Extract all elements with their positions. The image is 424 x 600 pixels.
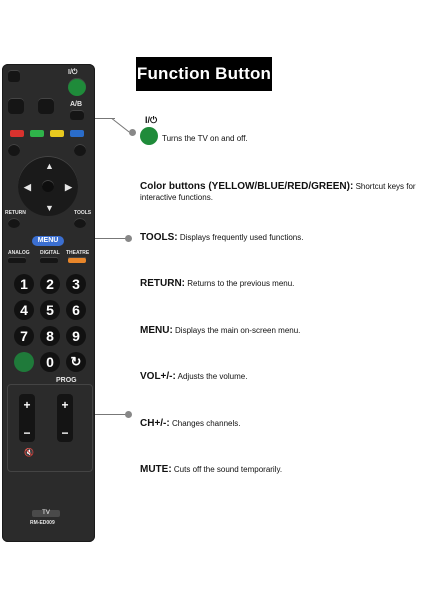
return-label: RETURN [5,210,26,216]
color-text: Shortcut keys for interactive functions. [140,182,416,202]
return-desc [140,278,294,289]
number-button[interactable]: 6 [66,300,86,320]
standby-label: I/⏻ [68,69,78,76]
tools-desc [140,232,303,243]
teletext-button[interactable] [8,98,24,114]
picture-button[interactable] [38,98,54,114]
vol-desc [140,371,247,382]
tools-title: TOOLS: [140,232,178,243]
connector-dot [125,411,132,418]
dpad-down-icon: ▼ [45,203,54,213]
number-button[interactable]: 7 [14,326,34,346]
number-button[interactable]: 8 [40,326,60,346]
return-text: Returns to the previous menu. [187,279,295,288]
ch-text: Changes channels. [171,419,241,428]
connector-power-diag [111,118,129,132]
menu-title: MENU: [140,325,173,336]
power-button[interactable] [68,78,86,96]
blue-button[interactable] [70,130,84,137]
red-button[interactable] [10,130,24,137]
power-desc: Turns the TV on and off. [162,134,248,143]
vol-rocker[interactable]: + − [19,394,35,442]
digital-label: DIGITAL [40,250,60,256]
list-button[interactable] [14,352,34,372]
exit-button[interactable] [74,144,86,156]
color-title: Color buttons (YELLOW/BLUE/RED/GREEN): [140,181,354,192]
ab-button[interactable] [70,110,84,120]
dpad-up-icon: ▲ [45,161,54,171]
refresh-icon[interactable]: ↻ [66,352,86,372]
mute-desc [140,464,282,475]
guide-button[interactable] [8,144,20,156]
page-title: Function Button [136,57,272,91]
connector-dot [129,129,136,136]
menu-desc [140,325,300,336]
dpad-right-icon: ▶ [65,182,72,192]
mute-title: MUTE: [140,464,172,475]
power-icon [140,127,158,145]
ch-desc [140,418,240,429]
yellow-button[interactable] [50,130,64,137]
connector-vol [95,414,129,415]
color-desc [140,181,424,203]
number-button[interactable]: 3 [66,274,86,294]
tools-button[interactable] [74,218,86,228]
mute-icon[interactable]: 🔇 [24,448,34,457]
number-button[interactable]: 5 [40,300,60,320]
power-symbol: I/⏻ [145,115,158,125]
return-button[interactable] [8,218,20,228]
menu-button[interactable]: MENU [32,236,64,246]
number-button[interactable]: 9 [66,326,86,346]
number-button[interactable]: 2 [40,274,60,294]
dpad-left-icon: ◀ [24,182,31,192]
analog-button[interactable] [8,257,26,263]
model-label: RM-ED009 [30,520,55,526]
dpad-center[interactable] [42,180,54,192]
digital-button[interactable] [40,257,58,263]
ab-label: A/B [70,101,83,108]
number-button[interactable]: 4 [14,300,34,320]
remote-control [2,64,95,542]
connector-dot [125,235,132,242]
return-title: RETURN: [140,278,185,289]
tools-label: TOOLS [74,210,92,216]
connector-tools [95,238,129,239]
mute-text: Cuts off the sound temporarily. [173,465,283,474]
number-button[interactable]: 1 [14,274,34,294]
green-button[interactable] [30,130,44,137]
ch-title: CH+/-: [140,418,170,429]
theatre-button[interactable] [68,257,86,263]
menu-text: Displays the main on-screen menu. [175,326,301,335]
tv-button[interactable]: TV [32,510,60,517]
tools-text: Displays frequently used functions. [179,233,304,242]
ch-rocker[interactable]: + − [57,394,73,442]
number-button[interactable]: 0 [40,352,60,372]
input-button[interactable] [8,70,20,82]
analog-label: ANALOG [8,250,30,256]
vol-text: Adjusts the volume. [177,372,248,381]
theatre-label: THEATRE [66,250,90,256]
vol-title: VOL+/-: [140,371,176,382]
prog-label: PROG [56,377,77,384]
